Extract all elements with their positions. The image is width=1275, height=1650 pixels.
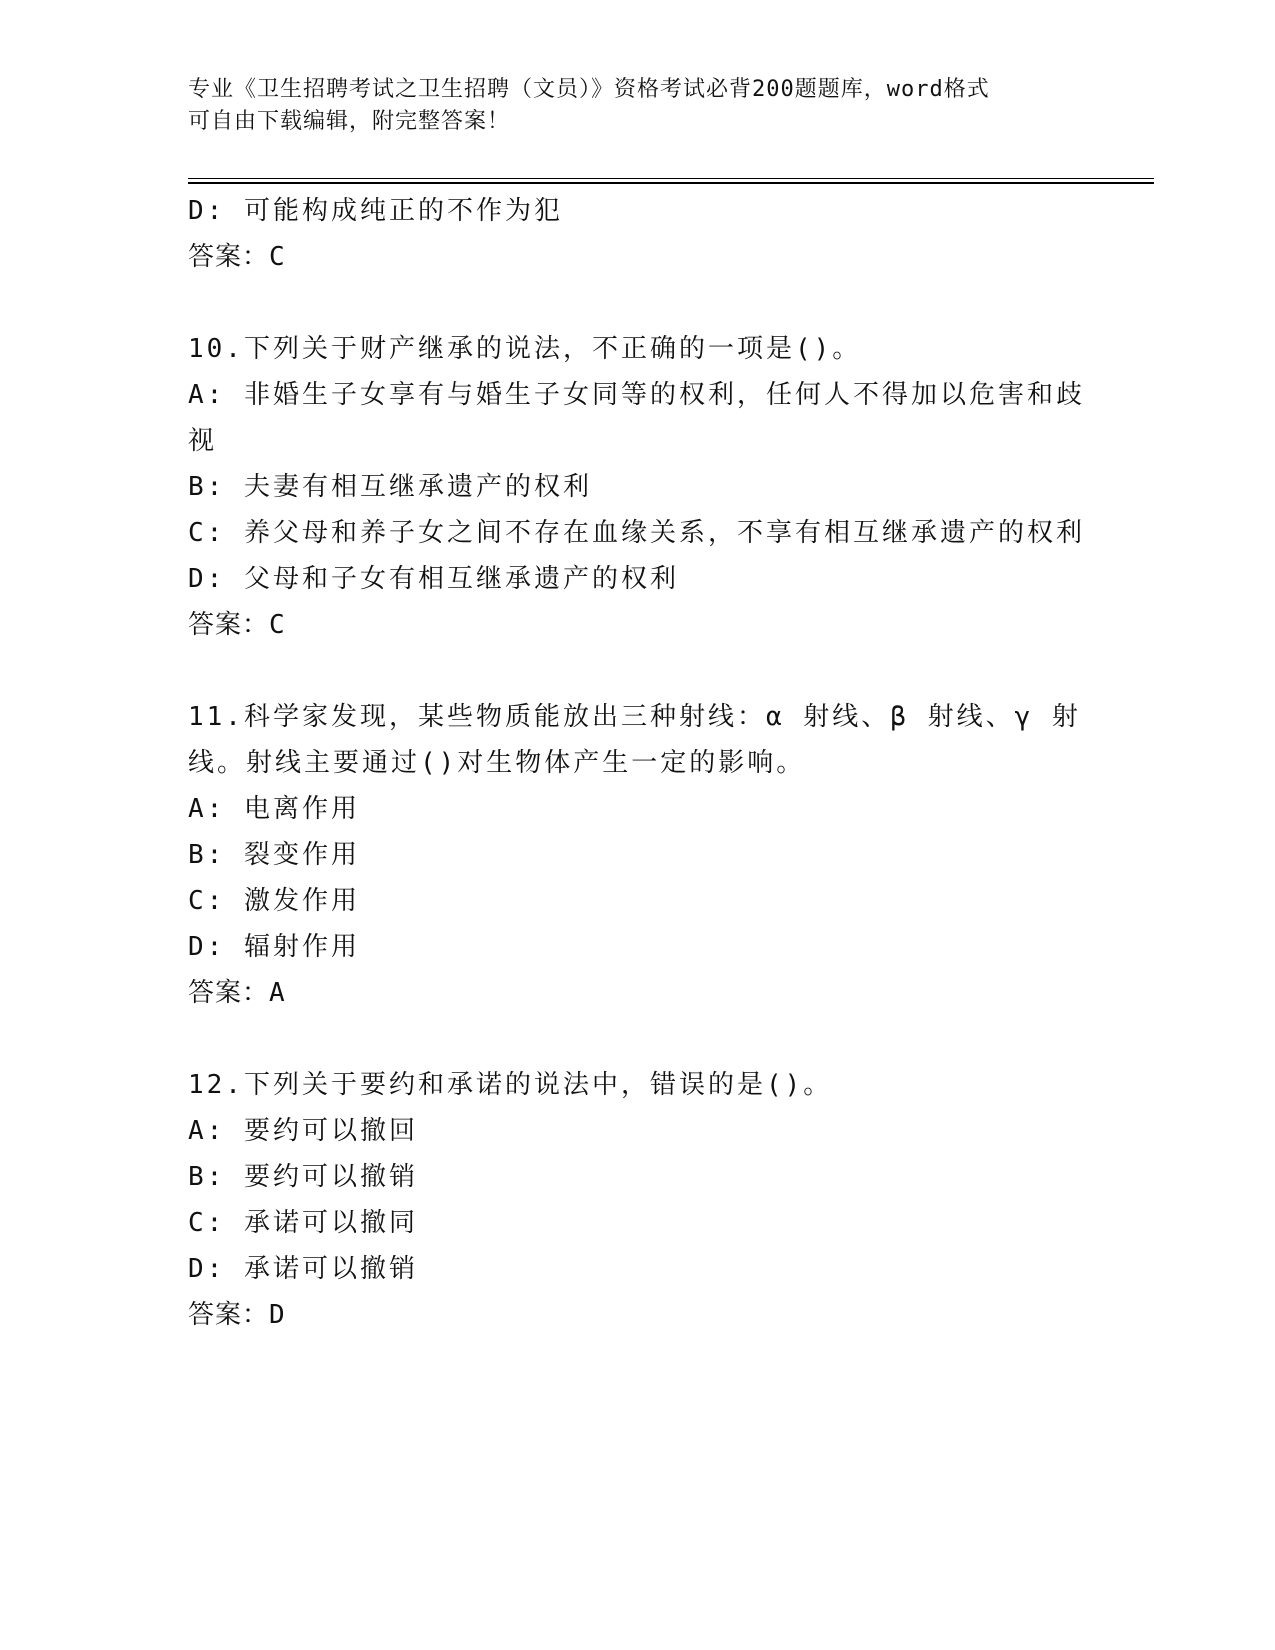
option-c: C: 激发作用 bbox=[188, 886, 360, 916]
document-header bbox=[188, 74, 1068, 138]
question-stem-continued: 线。射线主要通过()对生物体产生一定的影响。 bbox=[188, 748, 806, 778]
question-block-previous bbox=[188, 188, 1088, 280]
question-block-10 bbox=[188, 326, 1088, 648]
option-d: D: 辐射作用 bbox=[188, 932, 360, 962]
option-d: D: 承诺可以撤销 bbox=[188, 1254, 418, 1284]
option-b: B: 夫妻有相互继承遗产的权利 bbox=[188, 472, 592, 502]
document-body bbox=[188, 188, 1088, 1338]
question-stem: 11.科学家发现，某些物质能放出三种射线：α 射线、β 射线、γ 射 bbox=[188, 702, 1081, 732]
option-c: C: 养父母和养子女之间不存在血缘关系，不享有相互继承遗产的权利 bbox=[188, 518, 1085, 548]
header-title-line-2: 可自由下载编辑，附完整答案！ bbox=[188, 109, 511, 134]
option-a: A: 非婚生子女享有与婚生子女同等的权利，任何人不得加以危害和歧 bbox=[188, 380, 1085, 410]
option-c: C: 承诺可以撤同 bbox=[188, 1208, 418, 1238]
option-a: A: 要约可以撤回 bbox=[188, 1116, 418, 1146]
option-d: D: 父母和子女有相互继承遗产的权利 bbox=[188, 564, 679, 594]
header-divider-thin bbox=[188, 178, 1154, 179]
answer-line: 答案：C bbox=[188, 242, 286, 272]
header-title-line-1: 专业《卫生招聘考试之卫生招聘（文员）》资格考试必背200题题库，word格式 bbox=[188, 77, 990, 102]
option-a-continued: 视 bbox=[188, 426, 218, 456]
option-b: B: 要约可以撤销 bbox=[188, 1162, 418, 1192]
header-divider-thick bbox=[188, 182, 1154, 184]
answer-line: 答案：A bbox=[188, 978, 286, 1008]
option-d: D: 可能构成纯正的不作为犯 bbox=[188, 196, 563, 226]
question-block-12 bbox=[188, 1062, 1088, 1338]
question-stem: 10.下列关于财产继承的说法，不正确的一项是()。 bbox=[188, 334, 862, 364]
question-block-11 bbox=[188, 694, 1088, 1016]
answer-line: 答案：C bbox=[188, 610, 286, 640]
option-a: A: 电离作用 bbox=[188, 794, 360, 824]
answer-line: 答案：D bbox=[188, 1300, 286, 1330]
option-b: B: 裂变作用 bbox=[188, 840, 360, 870]
question-stem: 12.下列关于要约和承诺的说法中，错误的是()。 bbox=[188, 1070, 833, 1100]
